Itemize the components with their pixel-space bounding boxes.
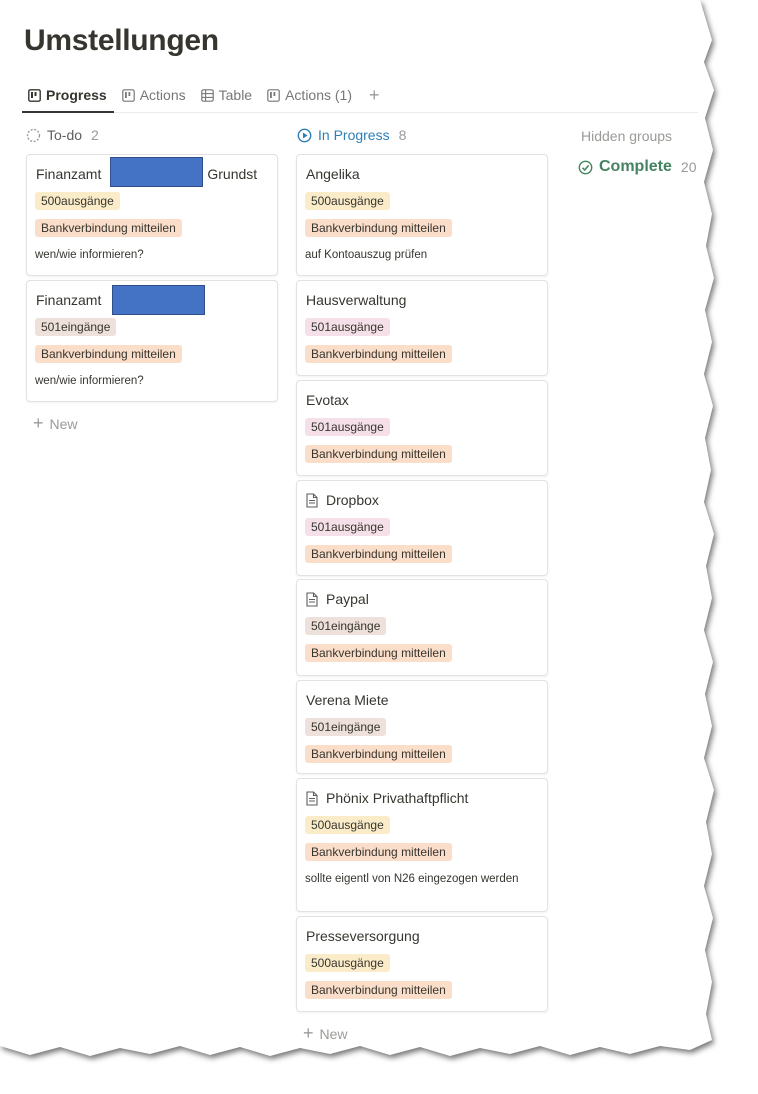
card-note: wen/wie informieren? [35, 375, 144, 387]
tag: 500ausgänge [305, 816, 390, 834]
card-title-text: Finanzamt [36, 166, 102, 182]
card-note: sollte eigentl von N26 eingezogen werden [305, 873, 519, 885]
column-header-in-progress[interactable] [297, 127, 406, 143]
tag: Bankverbindung mitteilen [35, 219, 182, 237]
tag: 501eingänge [35, 318, 116, 336]
in-progress-status-icon [297, 128, 312, 143]
card-title-text: Paypal [326, 591, 369, 607]
card-title-text: Verena Miete [306, 692, 389, 708]
page-icon [306, 791, 318, 806]
board-card[interactable] [296, 778, 548, 912]
card-note: auf Kontoauszug prüfen [305, 249, 428, 261]
card-title [306, 291, 539, 309]
card-title-text: Angelika [306, 166, 360, 182]
view-tabs [22, 78, 698, 113]
tag: 501ausgänge [305, 318, 390, 336]
card-title [306, 691, 539, 709]
board-icon [28, 89, 41, 102]
add-view-button[interactable]: + [369, 84, 380, 105]
tag: Bankverbindung mitteilen [305, 219, 452, 237]
card-title [306, 590, 539, 608]
column-title: In Progress [318, 127, 390, 143]
card-title-text: Presseversorgung [306, 928, 420, 944]
column-title: To-do [47, 127, 83, 143]
board-card[interactable] [296, 480, 548, 576]
column-count: 8 [398, 127, 407, 143]
card-title-text: Evotax [306, 392, 349, 408]
tab-table[interactable] [195, 79, 259, 111]
new-label: New [49, 415, 78, 432]
card-title [306, 927, 539, 945]
board-icon [122, 89, 135, 102]
tag: Bankverbindung mitteilen [305, 545, 452, 563]
column-count: 2 [91, 127, 99, 143]
new-card-button-todo[interactable] [33, 413, 78, 434]
board-card[interactable] [296, 154, 548, 276]
tag: 501ausgänge [305, 418, 390, 436]
tab-label: Progress [46, 87, 107, 103]
new-card-button-in-progress[interactable] [303, 1023, 348, 1044]
page-icon [306, 592, 318, 607]
board-card[interactable] [296, 280, 548, 376]
board-card[interactable] [296, 380, 548, 476]
board-card[interactable] [296, 916, 548, 1012]
tag: Bankverbindung mitteilen [305, 644, 452, 662]
tab-label: Actions (1) [285, 87, 353, 103]
complete-check-icon [578, 160, 593, 175]
tag: 500ausgänge [305, 954, 390, 972]
table-icon [201, 89, 214, 102]
group-count: 20 [680, 159, 697, 175]
card-title-text: Hausverwaltung [306, 292, 407, 308]
tag: Bankverbindung mitteilen [305, 843, 452, 861]
tag: Bankverbindung mitteilen [35, 345, 182, 363]
card-title-text: Phönix Privathaftpflicht [326, 790, 469, 806]
tag: 501eingänge [305, 617, 386, 635]
hidden-group-complete[interactable] [578, 158, 696, 176]
redaction-box [110, 157, 203, 187]
card-title [306, 789, 539, 807]
card-title-suffix: Grundst [207, 166, 258, 182]
tab-label: Actions [139, 87, 186, 103]
column-header-todo[interactable] [26, 127, 99, 143]
plus-icon: + [303, 1023, 314, 1043]
tab-progress[interactable] [22, 79, 114, 111]
card-title-text: Dropbox [326, 492, 379, 508]
page-title: Umstellungen [24, 24, 219, 57]
tag: 501ausgänge [305, 518, 390, 536]
new-label: New [319, 1025, 348, 1042]
tag: 500ausgänge [305, 192, 390, 210]
card-title [306, 165, 539, 183]
group-title: Complete [599, 158, 672, 175]
redaction-box [112, 285, 205, 315]
tag: Bankverbindung mitteilen [305, 981, 452, 999]
board-icon [267, 89, 280, 102]
card-note: wen/wie informieren? [35, 249, 144, 261]
card-title-text: Finanzamt [36, 292, 102, 308]
plus-icon: + [33, 413, 44, 433]
tag: Bankverbindung mitteilen [305, 345, 452, 363]
tag: Bankverbindung mitteilen [305, 445, 452, 463]
tab-actions[interactable] [116, 79, 193, 111]
tag: 501eingänge [305, 718, 386, 736]
page-icon [306, 493, 318, 508]
card-title [306, 391, 539, 409]
tag: Bankverbindung mitteilen [305, 745, 452, 763]
tab-actions-1[interactable] [261, 79, 359, 111]
tag: 500ausgänge [35, 192, 120, 210]
todo-status-icon [26, 128, 41, 143]
tab-label: Table [218, 87, 253, 103]
card-title [306, 491, 539, 509]
hidden-groups-label: Hidden groups [581, 128, 673, 144]
board-card[interactable] [296, 579, 548, 676]
board-card[interactable] [296, 680, 548, 774]
